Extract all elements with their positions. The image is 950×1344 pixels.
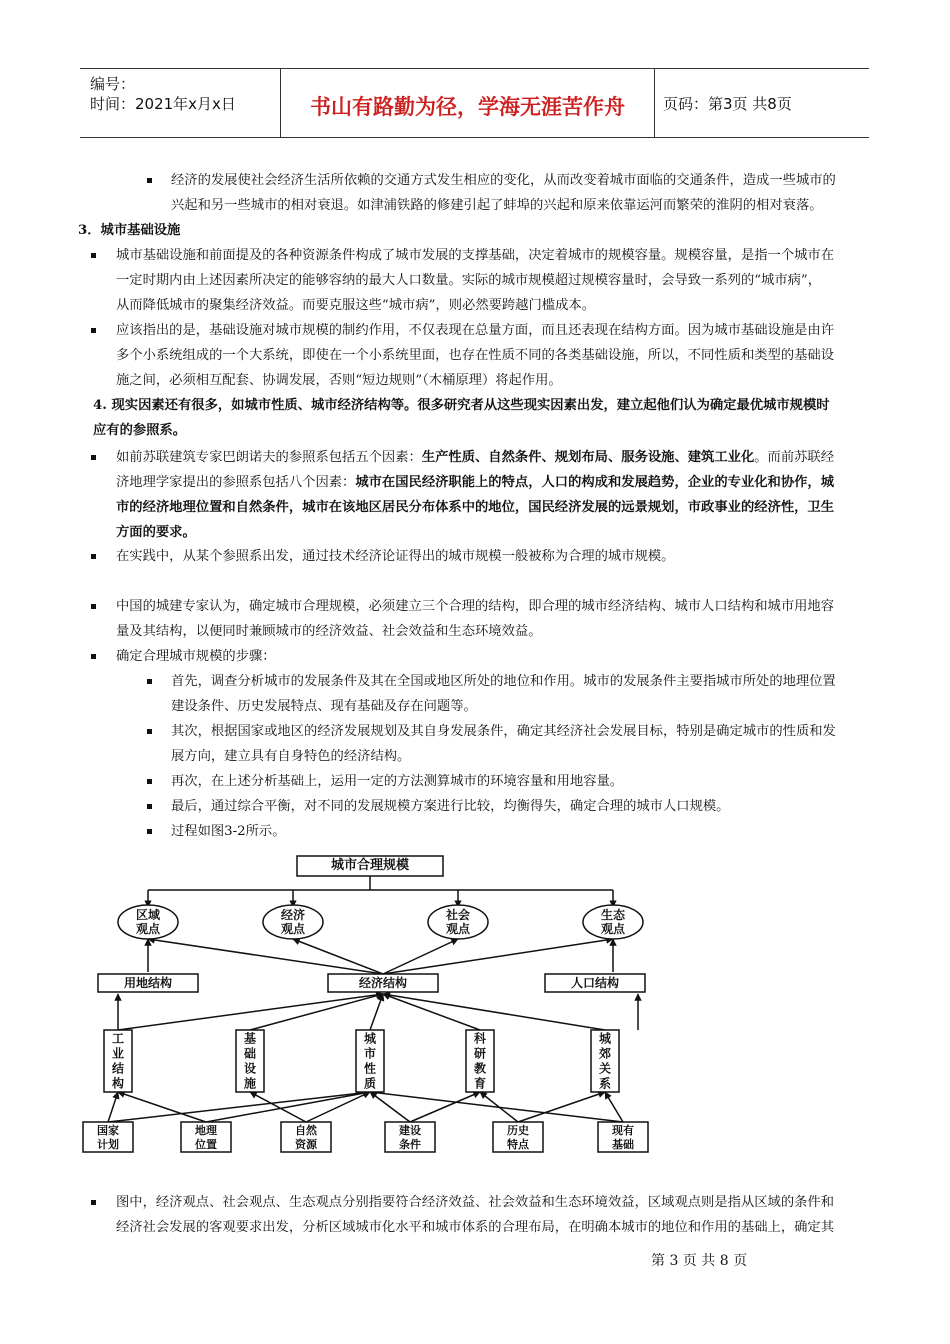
- bullet: [147, 804, 152, 809]
- p8-line2: 经济社会发展的客观要求出发，分析区域城市化水平和城市体系的合理布局，在明确本城市的地位和作用的基础上，确定其: [116, 1220, 835, 1235]
- p2-line3: 从而降低城市的聚集经济效益。而要克服这些“城市病”，则必然要跨越门槛成本。: [116, 298, 595, 313]
- p3-line2: 多个小系统组成的一个大系统，即使在一个小系统里面，也存在性质不同的各类基础设施，所以，不同性质和类型的基础设: [116, 348, 835, 363]
- condition-label: 建设条件: [399, 1124, 421, 1151]
- motto: 书山有路勤为径，学海无涯苦作舟: [310, 95, 625, 119]
- flow-diagram: [78, 852, 658, 1162]
- step3-line1: 再次，在上述分析基础上，运用一定的方法测算城市的环境容量和用地容量。: [171, 774, 624, 789]
- connector-line: [108, 1092, 370, 1122]
- bullet: [147, 779, 152, 784]
- connector-line: [108, 1092, 118, 1122]
- structure-label: 用地结构: [123, 976, 173, 990]
- heading-4-line2: 应有的参照系。: [93, 423, 187, 438]
- step4-line1: 最后，通过综合平衡，对不同的发展规模方案进行比较，均衡得失，确定合理的城市人口规模。: [171, 799, 730, 814]
- bullet: [91, 604, 96, 609]
- top-box-label: 城市合理规模: [330, 858, 410, 873]
- p6-line1: 中国的城建专家认为，确定城市合理规模，必须建立三个合理的结构，即合理的城市经济结构、城市人口结构和城市用地容: [116, 599, 835, 614]
- header-center-cell: [281, 69, 655, 137]
- factor-label: 科研教育: [473, 1031, 487, 1091]
- p7-line1: 确定合理城市规模的步骤：: [116, 649, 276, 664]
- condition-label: 国家计划: [97, 1124, 119, 1151]
- p6-line2: 量及其结构，以便同时兼顾城市的经济效益、社会效益和生态环境效益。: [116, 624, 542, 639]
- number-label: 编号：: [90, 75, 136, 93]
- connector-line: [148, 939, 383, 974]
- p4-text: 如前苏联建筑专家巴朗诺夫的参照系包括五个因素：: [116, 450, 422, 465]
- structure-label: 经济结构: [358, 976, 408, 990]
- connector-line: [383, 994, 605, 1030]
- p4-bold: 城市在国民经济职能上的特点，人口的构成和发展趋势，企业的专业化和协作，城: [355, 475, 835, 490]
- view-label: 生态观点: [600, 908, 626, 936]
- connector-line: [370, 994, 383, 1030]
- connector-line: [250, 994, 383, 1030]
- view-label: 经济观点: [280, 908, 306, 936]
- factor-label: 基础设施: [243, 1031, 257, 1091]
- factor-label: 城市性质: [363, 1031, 377, 1091]
- connector-line: [383, 994, 480, 1030]
- p1-line1: 经济的发展使社会经济生活所依赖的交通方式发生相应的变化，从而改变着城市面临的交通条件，造成一些城市的: [171, 173, 836, 188]
- p4-bold: 生产性质、自然条件、规划布局、服务设施、建筑工业化: [421, 450, 755, 465]
- condition-label: 地理位置: [195, 1124, 217, 1151]
- view-label: 社会观点: [445, 908, 471, 936]
- condition-label: 自然资源: [295, 1124, 317, 1151]
- connector-line: [206, 1092, 370, 1122]
- connector-line: [605, 1092, 623, 1122]
- bullet: [91, 328, 96, 333]
- p4-line4: 方面的要求。: [116, 525, 196, 540]
- structure-label: 人口结构: [570, 976, 620, 990]
- step5-line1: 过程如图3-2所示。: [171, 824, 286, 839]
- step2-line2: 展方向，建立具有自身特色的经济结构。: [171, 749, 411, 764]
- page-footer: 第 3 页 共 8 页: [651, 1253, 748, 1269]
- factor-label: 工业结构: [111, 1031, 125, 1091]
- bullet: [91, 253, 96, 258]
- heading-3: 3．城市基础设施: [78, 223, 181, 238]
- factor-label: 城郊关系: [598, 1031, 612, 1091]
- p1-line2: 兴起和另一些城市的相对衰退。如津浦铁路的修建引起了蚌埠的兴起和原来依靠运河而繁荣的淮阴的相对衰落。: [171, 198, 823, 213]
- page-label: 页码：第3页 共8页: [663, 95, 792, 113]
- connector-line: [383, 939, 613, 974]
- view-label: 区域观点: [135, 908, 161, 936]
- page-header: [80, 68, 869, 138]
- p4-line1: [116, 445, 834, 470]
- time-label: 时间：2021年x月x日: [90, 95, 236, 113]
- connector-line: [518, 1092, 605, 1122]
- bullet: [91, 1200, 96, 1205]
- p4-text: 。而前苏联经: [754, 450, 835, 465]
- connector-line: [306, 1092, 370, 1122]
- step2-line1: 其次，根据国家或地区的经济发展规划及其自身发展条件，确定其经济社会发展目标，特别是确定城市的性质和发: [171, 724, 836, 739]
- header-right-cell: [655, 69, 869, 137]
- connector-line: [370, 1092, 623, 1122]
- step1-line2: 建设条件、历史发展特点、现有基础及存在问题等。: [171, 699, 477, 714]
- p3-line1: 应该指出的是，基础设施对城市规模的制约作用，不仅表现在总量方面，而且还表现在结构方面。因为城市基础设施是由许: [116, 323, 835, 338]
- bullet: [147, 729, 152, 734]
- bullet: [147, 829, 152, 834]
- bullet: [91, 455, 96, 460]
- bullet: [91, 554, 96, 559]
- connector-line: [293, 939, 383, 974]
- p3-line3: 施之间，必须相互配套、协调发展，否则“短边规则”（木桶原理）将起作用。: [116, 373, 562, 388]
- bullet: [91, 654, 96, 659]
- p8-line1: 图中，经济观点、社会观点、生态观点分别指要符合经济效益、社会效益和生态环境效益，区域观点则是指从区域的条件和: [116, 1195, 835, 1210]
- condition-label: 现有基础: [612, 1124, 634, 1151]
- condition-label: 历史特点: [507, 1124, 529, 1151]
- connector-line: [118, 994, 383, 1030]
- diagram-nodes: [83, 856, 648, 1152]
- connector-line: [410, 1092, 480, 1122]
- p4-text: 济地理学家提出的参照系包括八个因素：: [116, 475, 356, 490]
- p2-line1: 城市基础设施和前面提及的各种资源条件构成了城市发展的支撑基础，决定着城市的规模容量。规模容量，是指一个城市在: [116, 248, 835, 263]
- p5-line1: 在实践中，从某个参照系出发，通过技术经济论证得出的城市规模一般被称为合理的城市规模。: [116, 549, 675, 564]
- bullet: [147, 679, 152, 684]
- connector-line: [250, 1092, 306, 1122]
- header-left-cell: [80, 69, 281, 137]
- p4-line3: 市的经济地理位置和自然条件，城市在该地区居民分布体系中的地位，国民经济发展的远景规划，市政事业的经济性，卫生: [116, 500, 835, 515]
- bullet: [147, 178, 152, 183]
- heading-4-line1: 4. 现实因素还有很多，如城市性质、城市经济结构等。很多研究者从这些现实因素出发，建立起他们认为确定最优城市规模时: [93, 398, 830, 413]
- p4-line2: [116, 470, 834, 495]
- connector-line: [118, 1092, 206, 1122]
- p2-line2: 一定时期内由上述因素所决定的能够容纳的最大人口数量。实际的城市规模超过规模容量时，会导致一系列的“城市病”，: [116, 273, 822, 288]
- step1-line1: 首先，调查分析城市的发展条件及其在全国或地区所处的地位和作用。城市的发展条件主要指城市所处的地理位置: [171, 674, 836, 689]
